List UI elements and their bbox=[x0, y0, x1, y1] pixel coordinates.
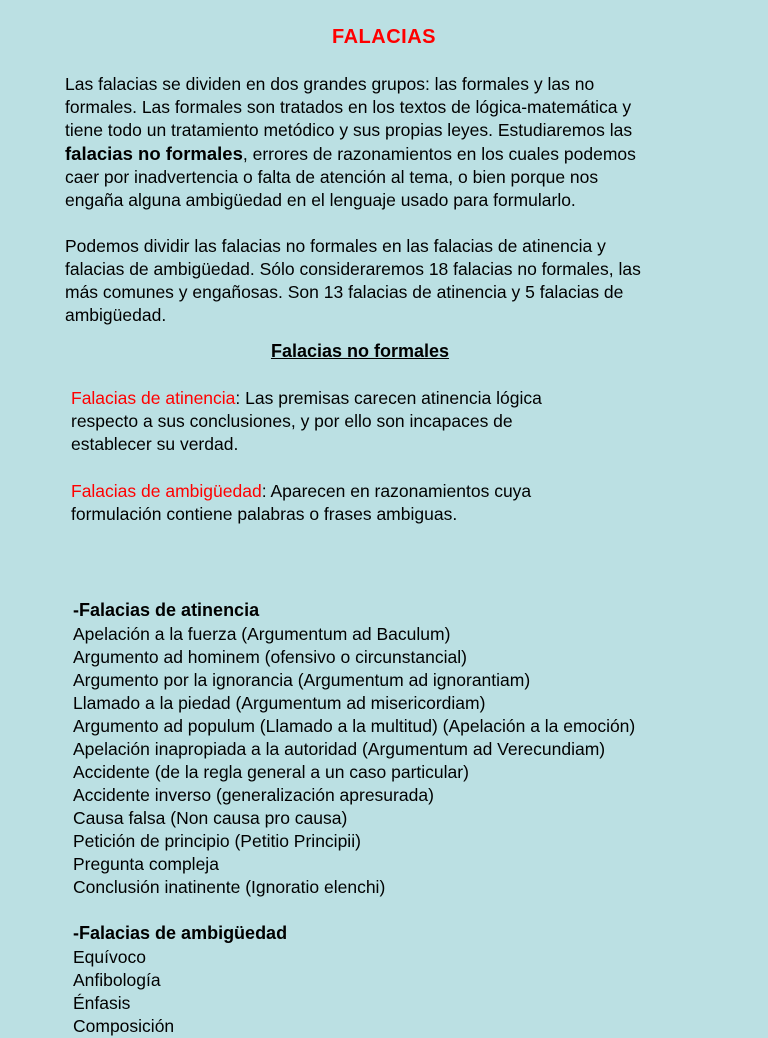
atinencia-definition bbox=[71, 387, 671, 456]
intro-line: engaña alguna ambigüedad en el lenguaje usado para formularlo. bbox=[65, 190, 576, 210]
intro-line: Las falacias se dividen en dos grandes grupos: las formales y las no bbox=[65, 74, 595, 94]
definition-line: establecer su verdad. bbox=[71, 434, 239, 454]
list-item: Apelación inapropiada a la autoridad (Argumentum ad Verecundiam) bbox=[73, 739, 606, 759]
ambiguedad-definition bbox=[71, 480, 671, 526]
list-item: Énfasis bbox=[73, 993, 131, 1013]
list-item: Apelación a la fuerza (Argumentum ad Baculum) bbox=[73, 624, 451, 644]
list-item: Pregunta compleja bbox=[73, 854, 219, 874]
division-paragraph bbox=[65, 235, 715, 327]
definition-text: : Las premisas carecen atinencia lógica bbox=[235, 388, 542, 408]
list-item: Accidente inverso (generalización apresurada) bbox=[73, 785, 434, 805]
list-item: Llamado a la piedad (Argumentum ad misericordiam) bbox=[73, 693, 486, 713]
intro-bold-term: falacias no formales bbox=[65, 143, 243, 164]
ambiguedad-list-heading: -Falacias de ambigüedad bbox=[73, 923, 288, 943]
ambiguedad-term: Falacias de ambigüedad bbox=[71, 481, 262, 501]
division-line: Podemos dividir las falacias no formales en las falacias de atinencia y bbox=[65, 236, 606, 256]
intro-line: formales. Las formales son tratados en los textos de lógica-matemática y bbox=[65, 97, 632, 117]
definition-line: formulación contiene palabras o frases ambiguas. bbox=[71, 504, 458, 524]
list-item: Argumento por la ignorancia (Argumentum ad ignorantiam) bbox=[73, 670, 531, 690]
intro-line-rest: , errores de razonamientos en los cuales podemos bbox=[242, 144, 636, 164]
ambiguedad-list bbox=[73, 946, 174, 1038]
list-item: Causa falsa (Non causa pro causa) bbox=[73, 808, 348, 828]
atinencia-list bbox=[73, 623, 635, 899]
definition-text: : Aparecen en razonamientos cuya bbox=[261, 481, 532, 501]
definition-line bbox=[71, 387, 671, 410]
list-item: Equívoco bbox=[73, 947, 146, 967]
list-item: Composición bbox=[73, 1016, 175, 1036]
intro-line bbox=[65, 142, 715, 166]
definition-line: respecto a sus conclusiones, y por ello son incapaces de bbox=[71, 411, 513, 431]
list-item: Conclusión inatinente (Ignoratio elenchi) bbox=[73, 877, 386, 897]
atinencia-list-heading: -Falacias de atinencia bbox=[73, 600, 260, 620]
intro-line: caer por inadvertencia o falta de atención al tema, o bien porque nos bbox=[65, 167, 599, 187]
definition-line bbox=[71, 480, 671, 503]
atinencia-term: Falacias de atinencia bbox=[71, 388, 236, 408]
list-item: Anfibología bbox=[73, 970, 161, 990]
division-line: falacias de ambigüedad. Sólo consideraremos 18 falacias no formales, las bbox=[65, 259, 641, 279]
list-item: Argumento ad hominem (ofensivo o circunstancial) bbox=[73, 647, 467, 667]
division-line: ambigüedad. bbox=[65, 305, 167, 325]
page-title: FALACIAS bbox=[332, 26, 436, 48]
intro-paragraph bbox=[65, 73, 715, 212]
list-item: Petición de principio (Petitio Principii) bbox=[73, 831, 361, 851]
list-item: Argumento ad populum (Llamado a la multitud) (Apelación a la emoción) bbox=[73, 716, 636, 736]
section-subtitle: Falacias no formales bbox=[270, 341, 450, 361]
list-item: Accidente (de la regla general a un caso particular) bbox=[73, 762, 469, 782]
intro-line: tiene todo un tratamiento metódico y sus propias leyes. Estudiaremos las bbox=[65, 120, 633, 140]
division-line: más comunes y engañosas. Son 13 falacias de atinencia y 5 falacias de bbox=[65, 282, 624, 302]
